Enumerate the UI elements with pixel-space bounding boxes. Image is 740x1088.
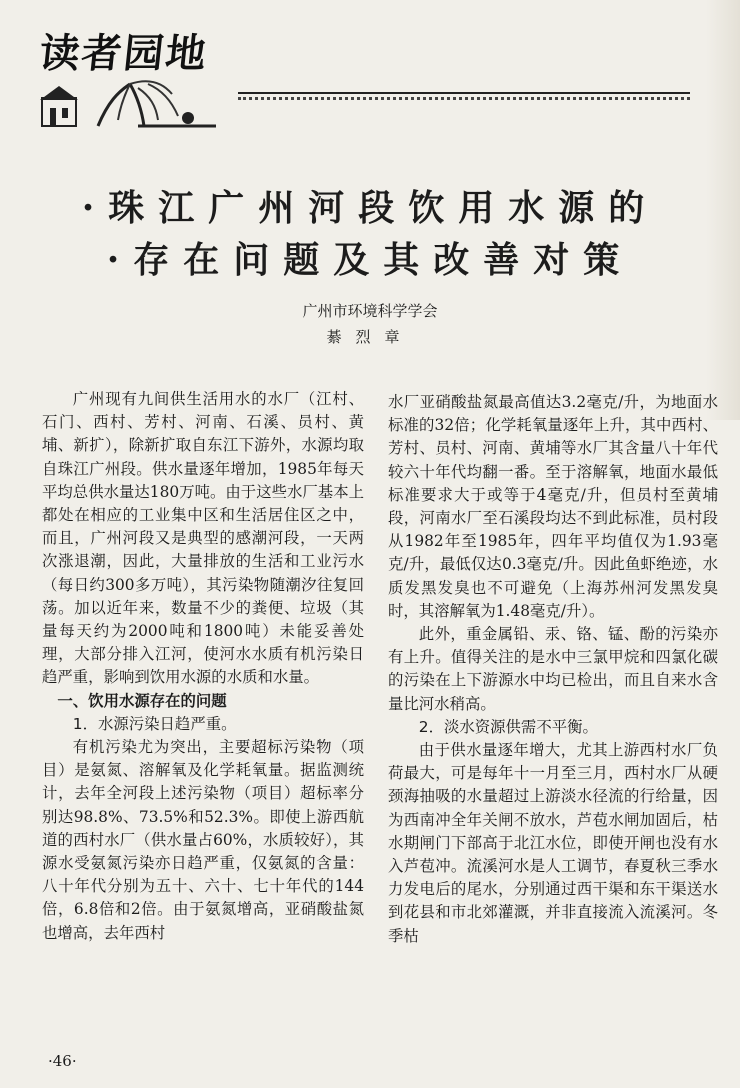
header-rule	[238, 92, 690, 94]
left-column	[42, 388, 364, 945]
paragraph: 有机污染尤为突出，主要超标污染物（项目）是氨氮、溶解氧及化学耗氧量。据监测统计，去年全河段上述污染物（项目）超标率分别达98.8%、73.5%和52.3%。即使上游西航道的西村水厂（供水量占60%，水质较好），其源水受氨氮污染亦日趋严重，仅氨氮的含量：八十年代分别为五十、六十、七十年代的144倍，6.8倍和2倍。由于氨氮增高，亚硝酸盐氮也增高，去年西村	[42, 738, 364, 942]
column-logo	[38, 22, 216, 134]
page-edge-shadow	[706, 0, 740, 420]
section-heading: 一、饮用水源存在的问题	[57, 691, 227, 710]
author-name: 綦烈章	[326, 328, 414, 346]
subsection-heading: 1．水源污染日趋严重。	[72, 714, 237, 733]
page-number: ·46·	[48, 1052, 77, 1070]
article-title-line-1: ·珠江广州河段饮用水源的	[81, 187, 659, 229]
column-name: 读者园地	[37, 30, 211, 77]
paragraph: 此外，重金属铅、汞、铬、锰、酚的污染亦有上升。值得关注的是水中三氯甲烷和四氯化碳的污染在上下游源水中均已检出，而且自来水含量比河水稍高。	[388, 625, 718, 713]
subsection-heading: 2．淡水资源供需不平衡。	[418, 717, 598, 736]
article-title-line-2: ·存在问题及其改善对策	[106, 239, 634, 281]
garden-illustration	[38, 72, 216, 132]
author-organization: 广州市环境科学学会	[302, 302, 438, 320]
paragraph: 水厂亚硝酸盐氮最高值达3.2毫克/升，为地面水标准的32倍；化学耗氧量逐年上升，其中西村、芳村、员村、河南、黄埔等水厂其含量八十年代较六十年代均翻一番。至于溶解氧，地面水最低标准要求大于或等于4毫克/升，但员村至黄埔段，河南水厂至石溪段均达不到此标准，员村段从1982年至1985年，四年平均值仅为1.93毫克/升，最低仅达0.3毫克/升。因此鱼虾绝迹，水质发黑发臭也不可避免（上海苏州河发黑发臭时，其溶解氧为1.48毫克/升）。	[388, 393, 718, 620]
right-column	[388, 391, 718, 948]
paragraph: 由于供水量逐年增大，尤其上游西村水厂负荷最大，可是每年十一月至三月，西村水厂从硬颈海抽吸的水量超过上游淡水径流的行给量，因为西南冲全年关闸不放水，芦苞水闸加固后，枯水期闸门下部高于北江水位，即使开闸也没有水入芦苞冲。流溪河水是人工调节，春夏秋三季水力发电后的尾水，分别通过西干渠和东干渠送水到花县和市北郊灌溉，并非直接流入流溪河。冬季枯	[388, 741, 718, 945]
paragraph: 广州现有九间供生活用水的水厂（江村、石门、西村、芳村、河南、石溪、员村、黄埔、新扩），除新扩取自东江下游外，水源均取自珠江广州段。供水量逐年增加，1985年每天平均总供水量达180万吨。由于这些水厂基本上都处在相应的工业集中区和生活居住区之中，而且，广州河段又是典型的感潮河段，一天两次涨退潮，因此，大量排放的生活和工业污水（每日约300多万吨），其污染物随潮汐往复回荡。加以近年来，数量不少的粪便、垃圾（其量每天约为2000吨和1800吨）未能妥善处理，大部分排入江河，使河水水质有机污染日趋严重，影响到饮用水源的水质和水量。	[42, 390, 364, 687]
header-dotted-rule	[238, 97, 690, 100]
